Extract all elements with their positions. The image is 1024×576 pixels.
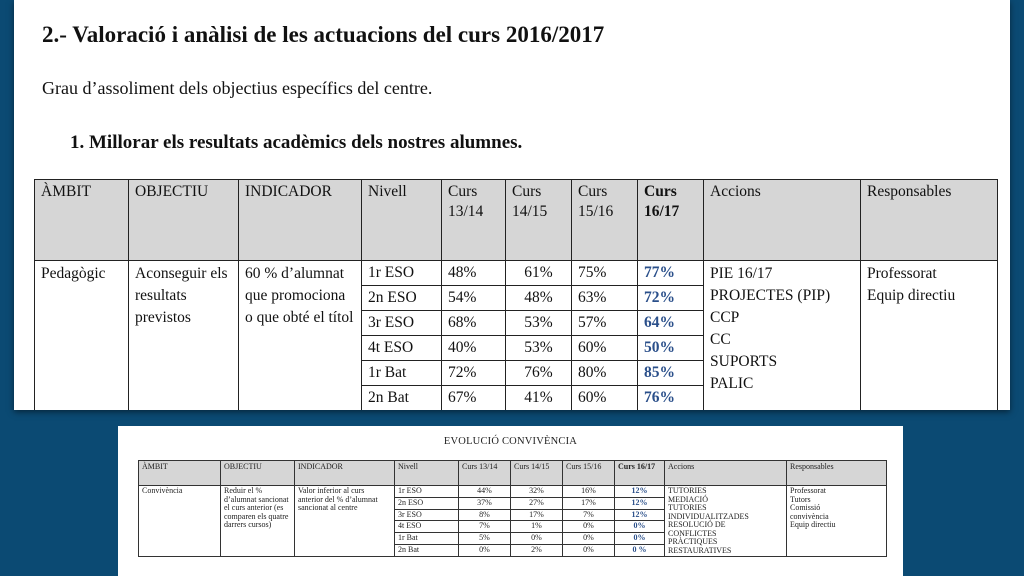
header-cell: Responsables [861,180,998,261]
header-cell: OBJECTIU [129,180,239,261]
value-cell: 17% [511,509,563,521]
nivell-cell: 2n Bat [395,545,459,557]
value-cell: 2% [511,545,563,557]
value-cell-highlight: 12% [615,497,665,509]
document-page-bottom [118,426,903,576]
nivell-cell: 1r Bat [362,361,442,386]
value-cell: 7% [459,521,511,533]
header-cell: Curs 15/16 [572,180,638,261]
value-cell-highlight: 12% [615,486,665,498]
value-cell: 0% [563,533,615,545]
nivell-cell: 2n ESO [362,286,442,311]
indicador-cell: 60 % d’alumnat que promociona o que obté el títol [239,261,362,411]
value-cell: 53% [506,311,572,336]
convivencia-table [138,460,887,557]
value-cell: 48% [442,261,506,286]
value-cell: 53% [506,336,572,361]
value-cell: 41% [506,386,572,411]
value-cell: 67% [442,386,506,411]
value-cell: 61% [506,261,572,286]
value-cell: 32% [511,486,563,498]
value-cell-highlight: 77% [638,261,704,286]
header-cell: Curs 13/14 [442,180,506,261]
nivell-cell: 4t ESO [362,336,442,361]
header-cell: Accions [704,180,861,261]
value-cell-highlight: 72% [638,286,704,311]
header-cell: INDICADOR [295,461,395,486]
results-table [34,179,998,410]
header-cell: Accions [665,461,787,486]
value-cell-highlight: 85% [638,361,704,386]
responsables-cell: Professorat Tutors Comissió convivència Equip directiu [787,486,887,557]
nivell-cell: 3r ESO [362,311,442,336]
objective-heading: 1. Millorar els resultats acadèmics dels nostres alumnes. [70,132,523,153]
value-cell: 27% [511,497,563,509]
header-cell: Curs 14/15 [506,180,572,261]
table-header-row [35,180,998,261]
nivell-cell: 3r ESO [395,509,459,521]
value-cell: 60% [572,336,638,361]
value-cell: 0% [459,545,511,557]
nivell-cell: 4t ESO [395,521,459,533]
objectiu-cell: Reduir el % d’alumnat sancionat el curs anterior (es comparen els quatre darrers cursos) [221,486,295,557]
value-cell-highlight: 64% [638,311,704,336]
nivell-cell: 1r ESO [395,486,459,498]
value-cell: 57% [572,311,638,336]
header-cell: Curs 16/17 [638,180,704,261]
value-cell: 8% [459,509,511,521]
indicador-cell: Valor inferior al curs anterior del % d’alumnat sancionat al centre [295,486,395,557]
value-cell: 80% [572,361,638,386]
value-cell: 63% [572,286,638,311]
value-cell: 17% [563,497,615,509]
nivell-cell: 1r ESO [362,261,442,286]
value-cell: 44% [459,486,511,498]
table-row [35,261,998,286]
value-cell-highlight: 0% [615,521,665,533]
value-cell: 48% [506,286,572,311]
table-row [139,486,887,498]
value-cell-highlight: 0% [615,533,665,545]
header-cell: Curs 13/14 [459,461,511,486]
value-cell-highlight: 76% [638,386,704,411]
header-cell: Nivell [395,461,459,486]
header-cell: Curs 15/16 [563,461,615,486]
nivell-cell: 2n ESO [395,497,459,509]
value-cell: 0% [511,533,563,545]
header-cell: OBJECTIU [221,461,295,486]
value-cell: 54% [442,286,506,311]
header-cell: Curs 14/15 [511,461,563,486]
value-cell: 60% [572,386,638,411]
nivell-cell: 2n Bat [362,386,442,411]
document-page-top [14,0,1010,410]
value-cell-highlight: 50% [638,336,704,361]
section-heading: 2.- Valoració i anàlisi de les actuacions del curs 2016/2017 [42,22,605,47]
responsables-cell: Professorat Equip directiu [861,261,998,411]
value-cell: 16% [563,486,615,498]
header-cell: INDICADOR [239,180,362,261]
value-cell: 7% [563,509,615,521]
header-cell: ÀMBIT [139,461,221,486]
table-header-row [139,461,887,486]
header-cell: Responsables [787,461,887,486]
value-cell-highlight: 0 % [615,545,665,557]
value-cell: 5% [459,533,511,545]
objectiu-cell: Aconseguir els resultats previstos [129,261,239,411]
header-cell: ÀMBIT [35,180,129,261]
value-cell: 72% [442,361,506,386]
nivell-cell: 1r Bat [395,533,459,545]
value-cell: 0% [563,521,615,533]
value-cell: 76% [506,361,572,386]
value-cell: 1% [511,521,563,533]
convivencia-title: EVOLUCIÓ CONVIVÈNCIA [443,436,578,447]
value-cell: 68% [442,311,506,336]
value-cell: 37% [459,497,511,509]
header-cell: Curs 16/17 [615,461,665,486]
header-cell: Nivell [362,180,442,261]
accions-cell: PIE 16/17 PROJECTES (PIP) CCP CC SUPORTS PALIC [704,261,861,411]
ambit-cell: Convivència [139,486,221,557]
accions-cell: TUTORIES MEDIACIÓ TUTORIES INDIVIDUALITZADES RESOLUCIÓ DE CONFLICTES PRÀCTIQUES RESTAURATIVES [665,486,787,557]
ambit-cell: Pedagògic [35,261,129,411]
value-cell: 40% [442,336,506,361]
value-cell: 75% [572,261,638,286]
value-cell-highlight: 12% [615,509,665,521]
value-cell: 0% [563,545,615,557]
section-subtitle: Grau d’assoliment dels objectius específics del centre. [42,78,433,98]
